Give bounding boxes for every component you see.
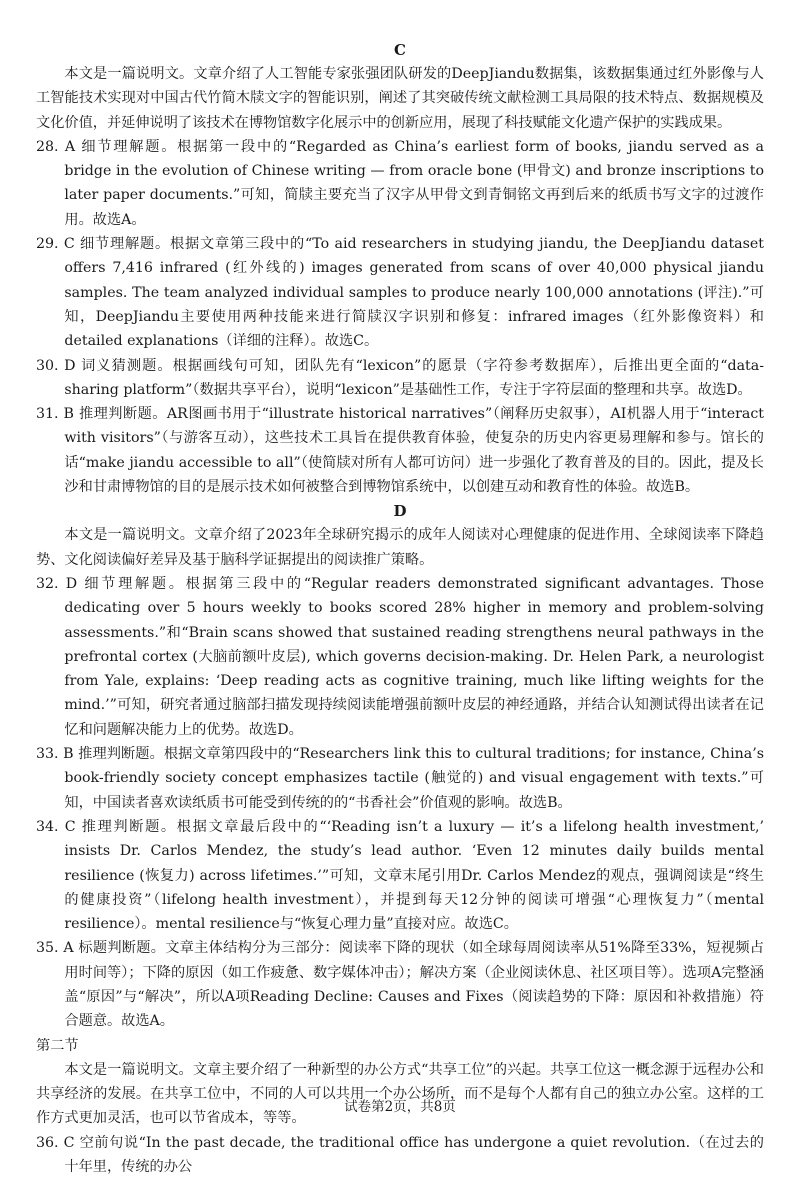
answer-29: 29. C 细节理解题。根据文章第三段中的“To aid researchers in studying jiandu, the DeepJiandu dataset offers 7,416 infrared (红外线的) images generated from scans of over 40,000 physical jiandu samples. The team analyzed individual samples to produce nearly 100,000 annotations (评注).”可知，DeepJiandu主要使用两种技能来进行简牍汉字识别和修复：infrared images（红外影像资料）和detailed explanations（详细的注释）。故选C。: [36, 236, 764, 350]
section-c-intro: 本文是一篇说明文。文章介绍了人工智能专家张强团队研发的DeepJiandu数据集，该数据集通过红外影像与人工智能技术实现对中国古代竹简木牍文字的智能识别，阐述了其突破传统文献检测工具局限的技术特点、数据规模及文化价值，并延伸说明了该技术在博物馆数字化展示中的创新应用，展现了科技赋能文化遗产保护的实践成果。: [36, 66, 764, 131]
page-footer: 试卷第2页，共8页: [344, 1099, 456, 1115]
answer-31: 31. B 推理判断题。AR图画书用于“illustrate historical narratives”（阐释历史叙事），AI机器人用于“interact with visitors”（与游客互动），这些技术工具旨在提供教育体验，使复杂的历史内容更易理解和参与。馆长的话“make jiandu accessible to all”（使简牍对所有人都可访问）进一步强化了教育普及的目的。因此，提及长沙和甘肃博物馆的目的是展示技术如何被整合到博物馆系统中，以创建互动和教育性的体验。故选B。: [36, 406, 764, 496]
answer-28: 28. A 细节理解题。根据第一段中的“Regarded as China’s earliest form of books, jiandu served as a bridge in the evolution of Chinese writing — from oracle bone (甲骨文) and bronze inscriptions to later paper documents.”可知，简牍主要充当了汉字从甲骨文到青铜铭文再到后来的纸质书写文字的过渡作用。故选A。: [36, 138, 764, 228]
answer-36: 36. C 空前句说“In the past decade, the traditional office has undergone a quiet revolution.（在过去的十年里，传统的办公: [36, 1134, 764, 1176]
section-d-intro: 本文是一篇说明文。文章介绍了2023年全球研究揭示的成年人阅读对心理健康的促进作用、全球阅读率下降趋势、文化阅读偏好差异及基于脑科学证据提出的阅读推广策略。: [36, 527, 764, 568]
answer-33: 33. B 推理判断题。根据文章第四段中的“Researchers link this to cultural traditions; for instance, China’s book-friendly society concept emphasizes tactile (触觉的) and visual engagement with texts.”可知，中国读者喜欢读纸质书可能受到传统的的“书香社会”价值观的影响。故选B。: [36, 746, 764, 811]
answer-32: 32. D 细节理解题。根据第三段中的“Regular readers demonstrated significant advantages. Those dedicating over 5 hours weekly to books scored 28% higher in memory and problem-solving assessments.”和“Brain scans showed that sustained reading strengthens neural pathways in the prefrontal cortex (大脑前额叶皮层), which governs decision-making. Dr. Helen Park, a neurologist from Yale, explains: ‘Deep reading acts as cognitive training, much like lifting weights for the mind.’”可知，研究者通过脑部扫描发现持续阅读能增强前额叶皮层的神经通路，并结合认知测试得出读者在记忆和问题解决能力上的优势。故选D。: [36, 575, 764, 738]
answer-35: 35. A 标题判断题。文章主体结构分为三部分：阅读率下降的现状（如全球每周阅读率从51%降至33%，短视频占用时间等）；下降的原因（如工作疲惫、数字媒体冲击）；解决方案（企业阅读休息、社区项目等）。选项A完整涵盖“原因”与“解决”，所以A项Reading Decline: Causes and Fixes（阅读趋势的下降：原因和补救措施）符合题意。故选A。: [36, 940, 764, 1030]
section-2-heading: 第二节: [36, 1037, 79, 1054]
answer-34: 34. C 推理判断题。根据文章最后段中的“‘Reading isn’t a luxury — it’s a lifelong health investment,’ insists Dr. Carlos Mendez, the study’s lead author. ‘Even 12 minutes daily builds mental resilience (恢复力) across lifetimes.’”可知，文章末尾引用Dr. Carlos Mendez的观点，强调阅读是“终生的健康投资”（lifelong health investment），并提到每天12分钟的阅读可增强“心理恢复力”（mental resilience）。mental resilience与“恢复心理力量”直接对应。故选C。: [36, 818, 764, 933]
answer-30: 30. D 词义猜测题。根据画线句可知，团队先有“lexicon”的愿景（字符参考数据库），后推出更全面的“data-sharing platform”（数据共享平台），说明“lexicon”是基础性工作，专注于字符层面的整理和共享。故选D。: [36, 357, 764, 398]
section-c-heading: C: [394, 41, 406, 59]
section-d-heading: D: [393, 502, 407, 521]
section-2-intro: 本文是一篇说明文。文章主要介绍了一种新型的办公方式“共享工位”的兴起。共享工位这一概念源于远程办公和共享经济的发展。在共享工位中，不同的人可以共用一个办公场所，而不是每个人都有自己的独立办公室。这样的工作方式更加灵活，也可以节省成本，等等。: [36, 1061, 764, 1127]
